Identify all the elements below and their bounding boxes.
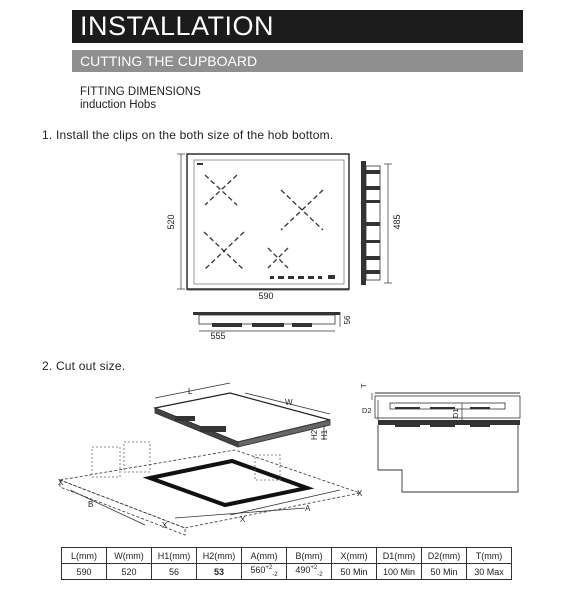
table-cell: 56 — [152, 564, 197, 580]
table-header-cell: D2(mm) — [422, 548, 467, 564]
table-header-cell: H1(mm) — [152, 548, 197, 564]
section-title: CUTTING THE CUPBOARD — [72, 50, 523, 72]
label-H1: H1 — [320, 429, 329, 440]
dim-depth-label: 485 — [392, 214, 402, 230]
label-X-left: X — [58, 478, 64, 487]
dim-base-label: 555 — [210, 331, 226, 341]
step-1-text: 1. Install the clips on the both size of the hob bottom. — [42, 128, 334, 142]
value-b: 490 — [295, 565, 311, 576]
cutout-isometric — [60, 383, 360, 535]
label-L: L — [188, 387, 193, 396]
fitting-title: FITTING DIMENSIONS — [80, 86, 201, 98]
label-B: B — [88, 500, 94, 509]
label-D2: D2 — [362, 406, 372, 415]
fitting-subtitle: induction Hobs — [80, 99, 157, 111]
hob-side-view — [361, 161, 402, 285]
table-header-cell: H2(mm) — [197, 548, 242, 564]
dim-width-label: 590 — [258, 291, 274, 301]
label-D1: D1 — [451, 408, 460, 418]
label-T: T — [359, 383, 368, 388]
table-cell: 53 — [197, 564, 242, 580]
table-cell: 590 — [62, 564, 107, 580]
table-header-row — [62, 548, 512, 564]
cutout-section-view — [372, 393, 520, 492]
page-title: INSTALLATION — [72, 10, 523, 43]
label-X-bottom: X — [240, 515, 246, 524]
value-a: 560 — [250, 565, 266, 576]
table-header-cell: X(mm) — [332, 548, 377, 564]
table-cell: 100 Min — [377, 564, 422, 580]
tol-a-plus: +2 — [265, 565, 273, 572]
table-cell-b — [287, 564, 332, 580]
tol-b-minus: -2 — [317, 571, 323, 578]
hob-top-view — [166, 154, 349, 301]
label-H2: H2 — [310, 429, 319, 440]
table-cell: 50 Min — [332, 564, 377, 580]
table-header-cell: A(mm) — [242, 548, 287, 564]
dimensions-table — [61, 547, 512, 580]
label-W: W — [285, 398, 293, 407]
label-X-right: X — [357, 489, 363, 498]
section-labels — [359, 383, 460, 418]
label-X-front: X — [162, 521, 168, 530]
table-header-cell: W(mm) — [107, 548, 152, 564]
table-cell-a — [242, 564, 287, 580]
label-A: A — [305, 504, 311, 513]
table-cell: 30 Max — [467, 564, 512, 580]
table-cell: 520 — [107, 564, 152, 580]
table-header-cell: L(mm) — [62, 548, 107, 564]
dim-thickness-label: 56 — [343, 315, 352, 325]
tol-a-minus: -2 — [272, 571, 278, 578]
table-header-cell: D1(mm) — [377, 548, 422, 564]
step-2-text: 2. Cut out size. — [42, 359, 126, 373]
hob-front-view — [193, 312, 352, 341]
table-header-cell: T(mm) — [467, 548, 512, 564]
table-value-row — [62, 564, 512, 580]
table-header-cell: B(mm) — [287, 548, 332, 564]
dim-height-label: 520 — [166, 214, 176, 230]
tol-b-plus: +2 — [310, 565, 318, 572]
table-cell: 50 Min — [422, 564, 467, 580]
